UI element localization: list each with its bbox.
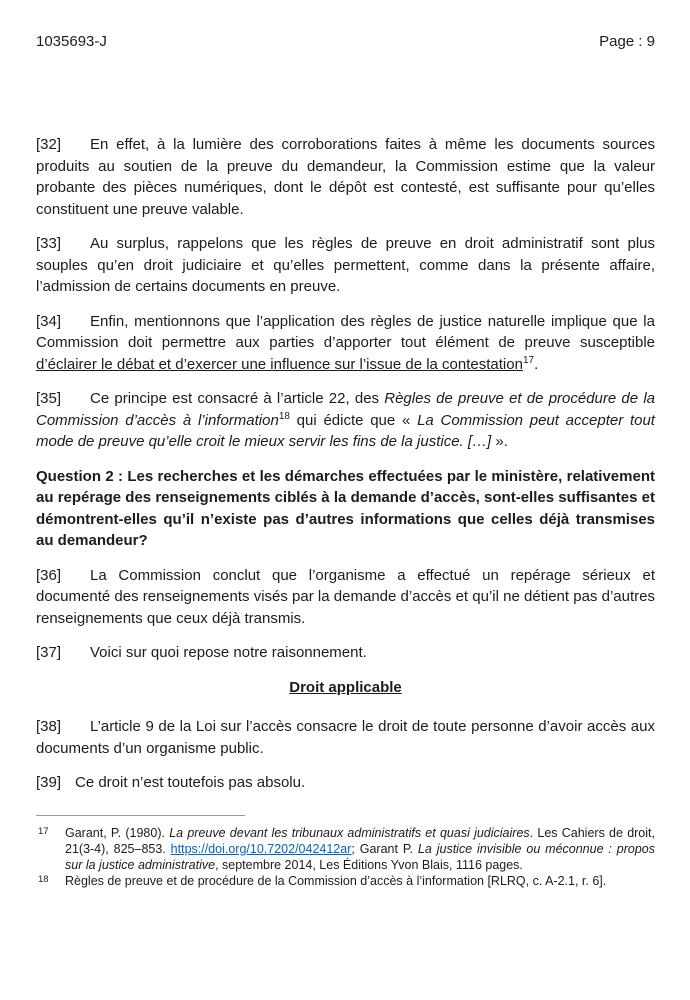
footnote-reference: 17	[522, 354, 535, 366]
text-run: . Les Cahiers de droit, 21(3-4), 825–853.	[65, 825, 655, 856]
paragraph-number: [38]	[36, 718, 62, 735]
text-run: Règles de preuve et de procédure de la Commission d’accès à l’information [RLRQ, c. A-2.1, r. 6].	[65, 873, 607, 888]
paragraph-34	[36, 311, 655, 376]
footnote-number: 18	[38, 873, 49, 885]
docket-number: 1035693-J	[36, 33, 107, 50]
text-run: Ce principe est consacré à l’article 22, des	[90, 390, 385, 407]
text-run: Droit applicable	[289, 678, 402, 696]
text-run: qui édicte que «	[289, 411, 418, 429]
paragraph-number: [39]	[36, 774, 62, 791]
paragraph-33	[36, 233, 655, 298]
text-run: .	[534, 355, 539, 373]
page-number: Page : 9	[599, 33, 655, 50]
text-run: Garant, P. (1980).	[65, 825, 170, 840]
question-2-heading	[36, 466, 655, 552]
text-run: La justice invisible ou méconnue : propos sur la justice administrative	[65, 841, 655, 872]
section-heading-droit-applicable	[36, 677, 655, 699]
paragraph-38	[36, 716, 655, 759]
text-run: ; Garant P.	[351, 841, 418, 856]
text-run: La Commission peut accepter tout mode de preuve qu’elle croit le mieux servir les fins de la justice. […]	[36, 411, 655, 450]
text-run: Au surplus, rappelons que les règles de preuve en droit administratif sont plus souples qu’en droit judiciaire et qu’elles permettent, comme dans la présente affaire, l’admission de certains documents en preuve.	[36, 235, 655, 295]
text-run: Ce droit n’est toutefois pas absolu.	[75, 774, 306, 791]
text-run: Règles de preuve et de procédure de la Commission d’accès à l’information	[36, 390, 655, 429]
text-run: La preuve devant les tribunaux administratifs et quasi judiciaires	[169, 825, 530, 840]
paragraph-35	[36, 388, 655, 453]
text-run: Voici sur quoi repose notre raisonnement.	[90, 644, 367, 661]
text-run: Enfin, mentionnons que l’application des règles de justice naturelle implique que la Commission doit permettre aux parties d’apporter tout élément de preuve susceptible	[36, 312, 655, 351]
footnote-number: 17	[38, 825, 49, 837]
paragraph-39	[36, 772, 655, 794]
paragraph-36	[36, 565, 655, 630]
document-body	[36, 134, 655, 794]
text-run: Question 2 : Les recherches et les démarches effectuées par le ministère, relativement au repérage des renseignements ciblés à la demande d’accès, sont-elles suffisantes et démontrent-elles qu’il n’existe pas d’autres informations que celles déjà transmises au demandeur?	[36, 467, 655, 549]
footnote-text	[65, 825, 655, 873]
paragraph-37	[36, 642, 655, 664]
paragraph-32	[36, 134, 655, 220]
paragraph-number: [34]	[36, 312, 62, 330]
footnote-text	[65, 873, 655, 889]
paragraph-number: [32]	[36, 136, 62, 153]
page-header	[36, 31, 655, 52]
section-heading-text	[289, 679, 402, 696]
footnote-18	[36, 873, 655, 889]
text-run: L’article 9 de la Loi sur l’accès consacre le droit de toute personne d’avoir accès aux documents d’un organisme public.	[36, 718, 655, 757]
footnote-reference: 18	[278, 410, 290, 422]
text-run: ».	[491, 433, 508, 450]
text-run: La Commission conclut que l’organisme a effectué un repérage sérieux et documenté des renseignements visés par la demande d’accès et qu’il ne détient pas d’autres renseignements que ceux déjà transmis.	[36, 566, 655, 627]
paragraph-number: [36]	[36, 566, 62, 584]
text-run: , septembre 2014, Les Éditions Yvon Blais, 1116 pages.	[215, 857, 523, 872]
doi-link[interactable]: https://doi.org/10.7202/042412ar	[170, 841, 352, 856]
paragraph-number: [33]	[36, 235, 62, 252]
footnote-17	[36, 825, 655, 873]
paragraph-number: [37]	[36, 644, 62, 661]
footnotes-section	[36, 825, 655, 889]
footnote-separator	[36, 815, 245, 816]
paragraph-number: [35]	[36, 390, 62, 407]
text-run: En effet, à la lumière des corroborations faites à même les documents sources produits au soutien de la preuve du demandeur, la Commission estime que la valeur probante des pièces numériques, dont le dépôt est contesté, est suffisante pour qu’elles constituent une preuve valable.	[36, 136, 655, 218]
text-run: d’éclairer le débat et d’exercer une influence sur l’issue de la contestation	[36, 355, 523, 373]
